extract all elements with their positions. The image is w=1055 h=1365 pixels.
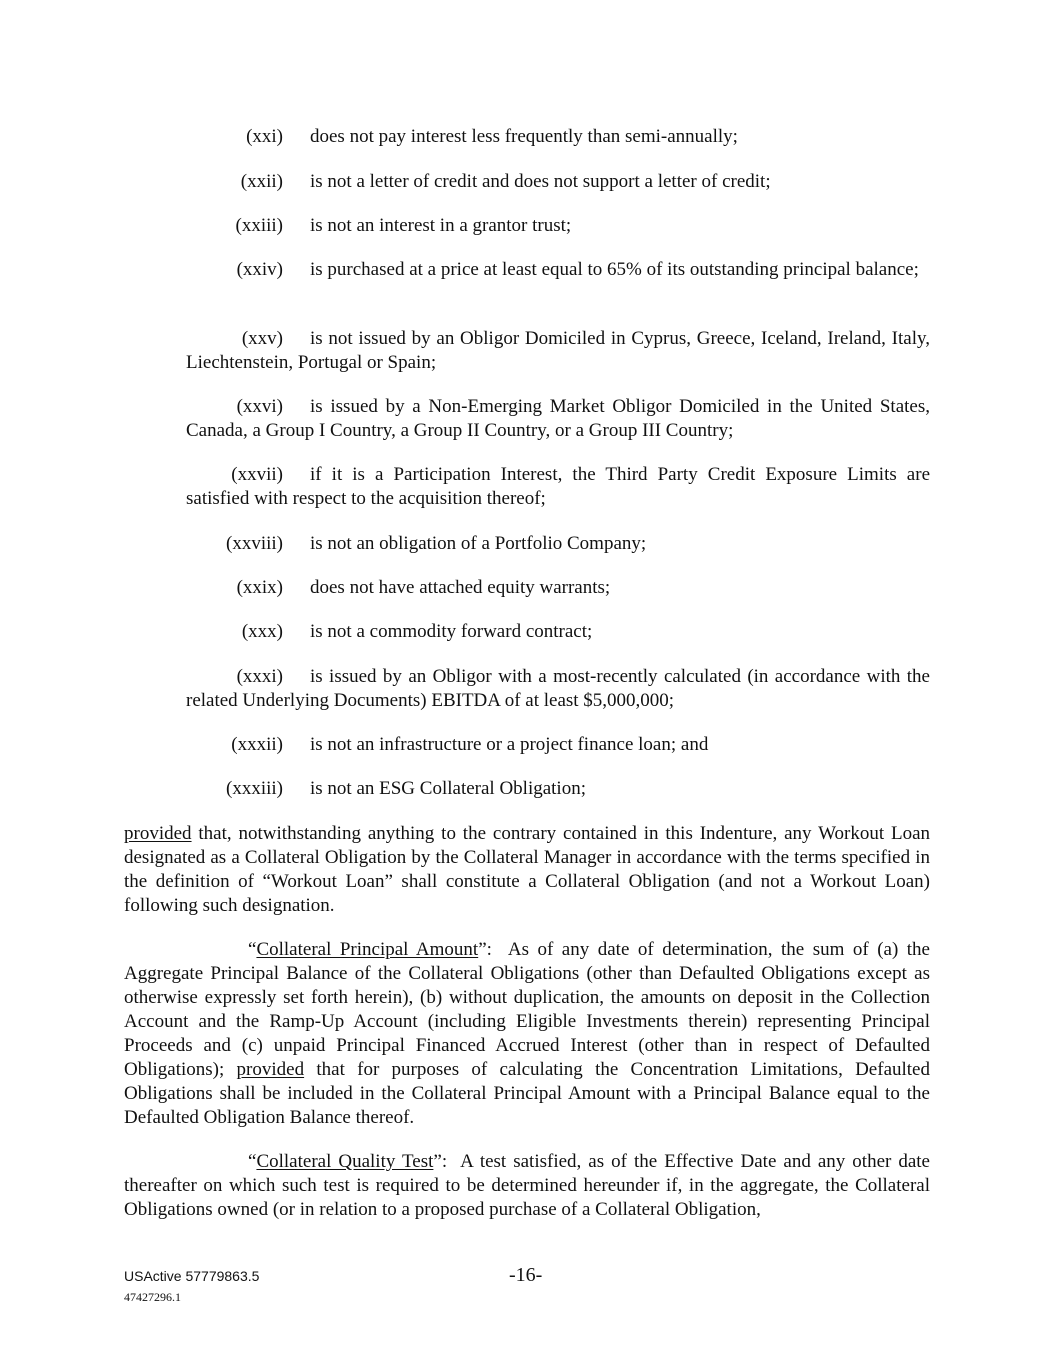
open-quote: “: [248, 939, 257, 960]
list-item: [186, 170, 930, 194]
close-quote: ”:: [478, 939, 492, 960]
item-number: (xxxii): [231, 734, 283, 755]
list-item: [186, 463, 930, 511]
item-text: is not an infrastructure or a project finance loan; and: [310, 734, 709, 755]
item-text: is not an ESG Collateral Obligation;: [310, 778, 586, 799]
item-number: (xxx): [241, 621, 283, 642]
list-item: [186, 576, 930, 600]
definition-text: A test satisfied, as of the Effective Date and any other date thereafter on which such test is required to be determined hereunder if, in the aggregate, the Collateral Obligations owned (or in relation to a proposed purchase of a Collateral Obligation,: [124, 1151, 935, 1220]
list-item: [186, 327, 930, 375]
list-item: [186, 395, 930, 443]
open-quote: “: [248, 1151, 257, 1172]
document-id: USActive 57779863.5: [124, 1268, 260, 1284]
definition-collateral-principal-amount: [124, 938, 935, 1130]
item-number: (xxxiii): [226, 778, 283, 799]
list-item: [186, 214, 930, 238]
list-item: [186, 258, 930, 282]
item-number: (xxii): [240, 171, 283, 192]
item-text: is not a letter of credit and does not support a letter of credit;: [310, 171, 771, 192]
item-text: does not have attached equity warrants;: [310, 577, 611, 598]
item-number: (xxi): [246, 126, 283, 147]
item-text: is not an obligation of a Portfolio Company;: [310, 533, 647, 554]
item-number: (xxviii): [226, 533, 283, 554]
item-text: is not an interest in a grantor trust;: [310, 215, 572, 236]
proviso-text: that, notwithstanding anything to the contrary contained in this Indenture, any Workout Loan designated as a Collateral Obligation by the Collateral Manager in accordance with the terms specified in the definition of “Workout Loan” shall constitute a Collateral Obligation (and not a Workout Loan) following such designation.: [124, 823, 930, 916]
definition-text: As of any date of determination, the sum of (a) the Aggregate Principal Balance of the Collateral Obligations (other than Defaulted Obligations except as otherwise expressly set forth herein), (b) without duplication, the amounts on deposit in the Collection Account and the Ramp-Up Account (including Eligible Investments therein) representing Principal Proceeds and (c) unpaid Principal Financed Accrued Interest (other than in respect of Defaulted Obligations);: [124, 939, 935, 1080]
document-id-secondary: 47427296.1: [124, 1290, 181, 1304]
list-item: [186, 733, 930, 757]
item-number: (xxvii): [231, 464, 283, 485]
provided-term: provided: [124, 823, 192, 844]
page-number: -16-: [509, 1264, 543, 1286]
item-number: (xxiii): [235, 215, 283, 236]
close-quote: ”:: [433, 1151, 448, 1172]
definition-collateral-quality-test: [124, 1150, 935, 1222]
item-number: (xxix): [236, 577, 283, 598]
list-item: [186, 532, 930, 556]
item-text: is purchased at a price at least equal to 65% of its outstanding principal balance;: [310, 259, 919, 280]
provided-term: provided: [236, 1059, 305, 1080]
defined-term: Collateral Quality Test: [256, 1151, 434, 1172]
item-text: if it is a Participation Interest, the Third Party Credit Exposure Limits are satisfied with respect to the acquisition thereof;: [186, 464, 930, 509]
item-number: (xxxi): [236, 666, 283, 687]
list-item: [186, 665, 930, 713]
item-text: is not issued by an Obligor Domiciled in Cyprus, Greece, Iceland, Ireland, Italy, Liechtenstein, Portugal or Spain;: [186, 328, 930, 373]
list-item: [186, 125, 930, 149]
list-item: [186, 777, 930, 801]
item-text: is not a commodity forward contract;: [310, 621, 593, 642]
item-number: (xxv): [241, 328, 283, 349]
item-text: is issued by an Obligor with a most-recently calculated (in accordance with the related Underlying Documents) EBITDA of at least $5,000,000;: [186, 666, 930, 711]
proviso-paragraph: [124, 822, 930, 918]
item-text: does not pay interest less frequently than semi-annually;: [310, 126, 738, 147]
defined-term: Collateral Principal Amount: [256, 939, 479, 960]
definition-text: that for purposes of calculating the Concentration Limitations, Defaulted Obligations shall be included in the Collateral Principal Amount with a Principal Balance equal to the Defaulted Obligation Balance thereof.: [124, 1059, 930, 1128]
list-item: [186, 620, 930, 644]
item-number: (xxiv): [236, 259, 283, 280]
item-text: is issued by a Non-Emerging Market Obligor Domiciled in the United States, Canada, a Group I Country, a Group II Country, or a Group III Country;: [186, 396, 930, 441]
item-number: (xxvi): [236, 396, 283, 417]
